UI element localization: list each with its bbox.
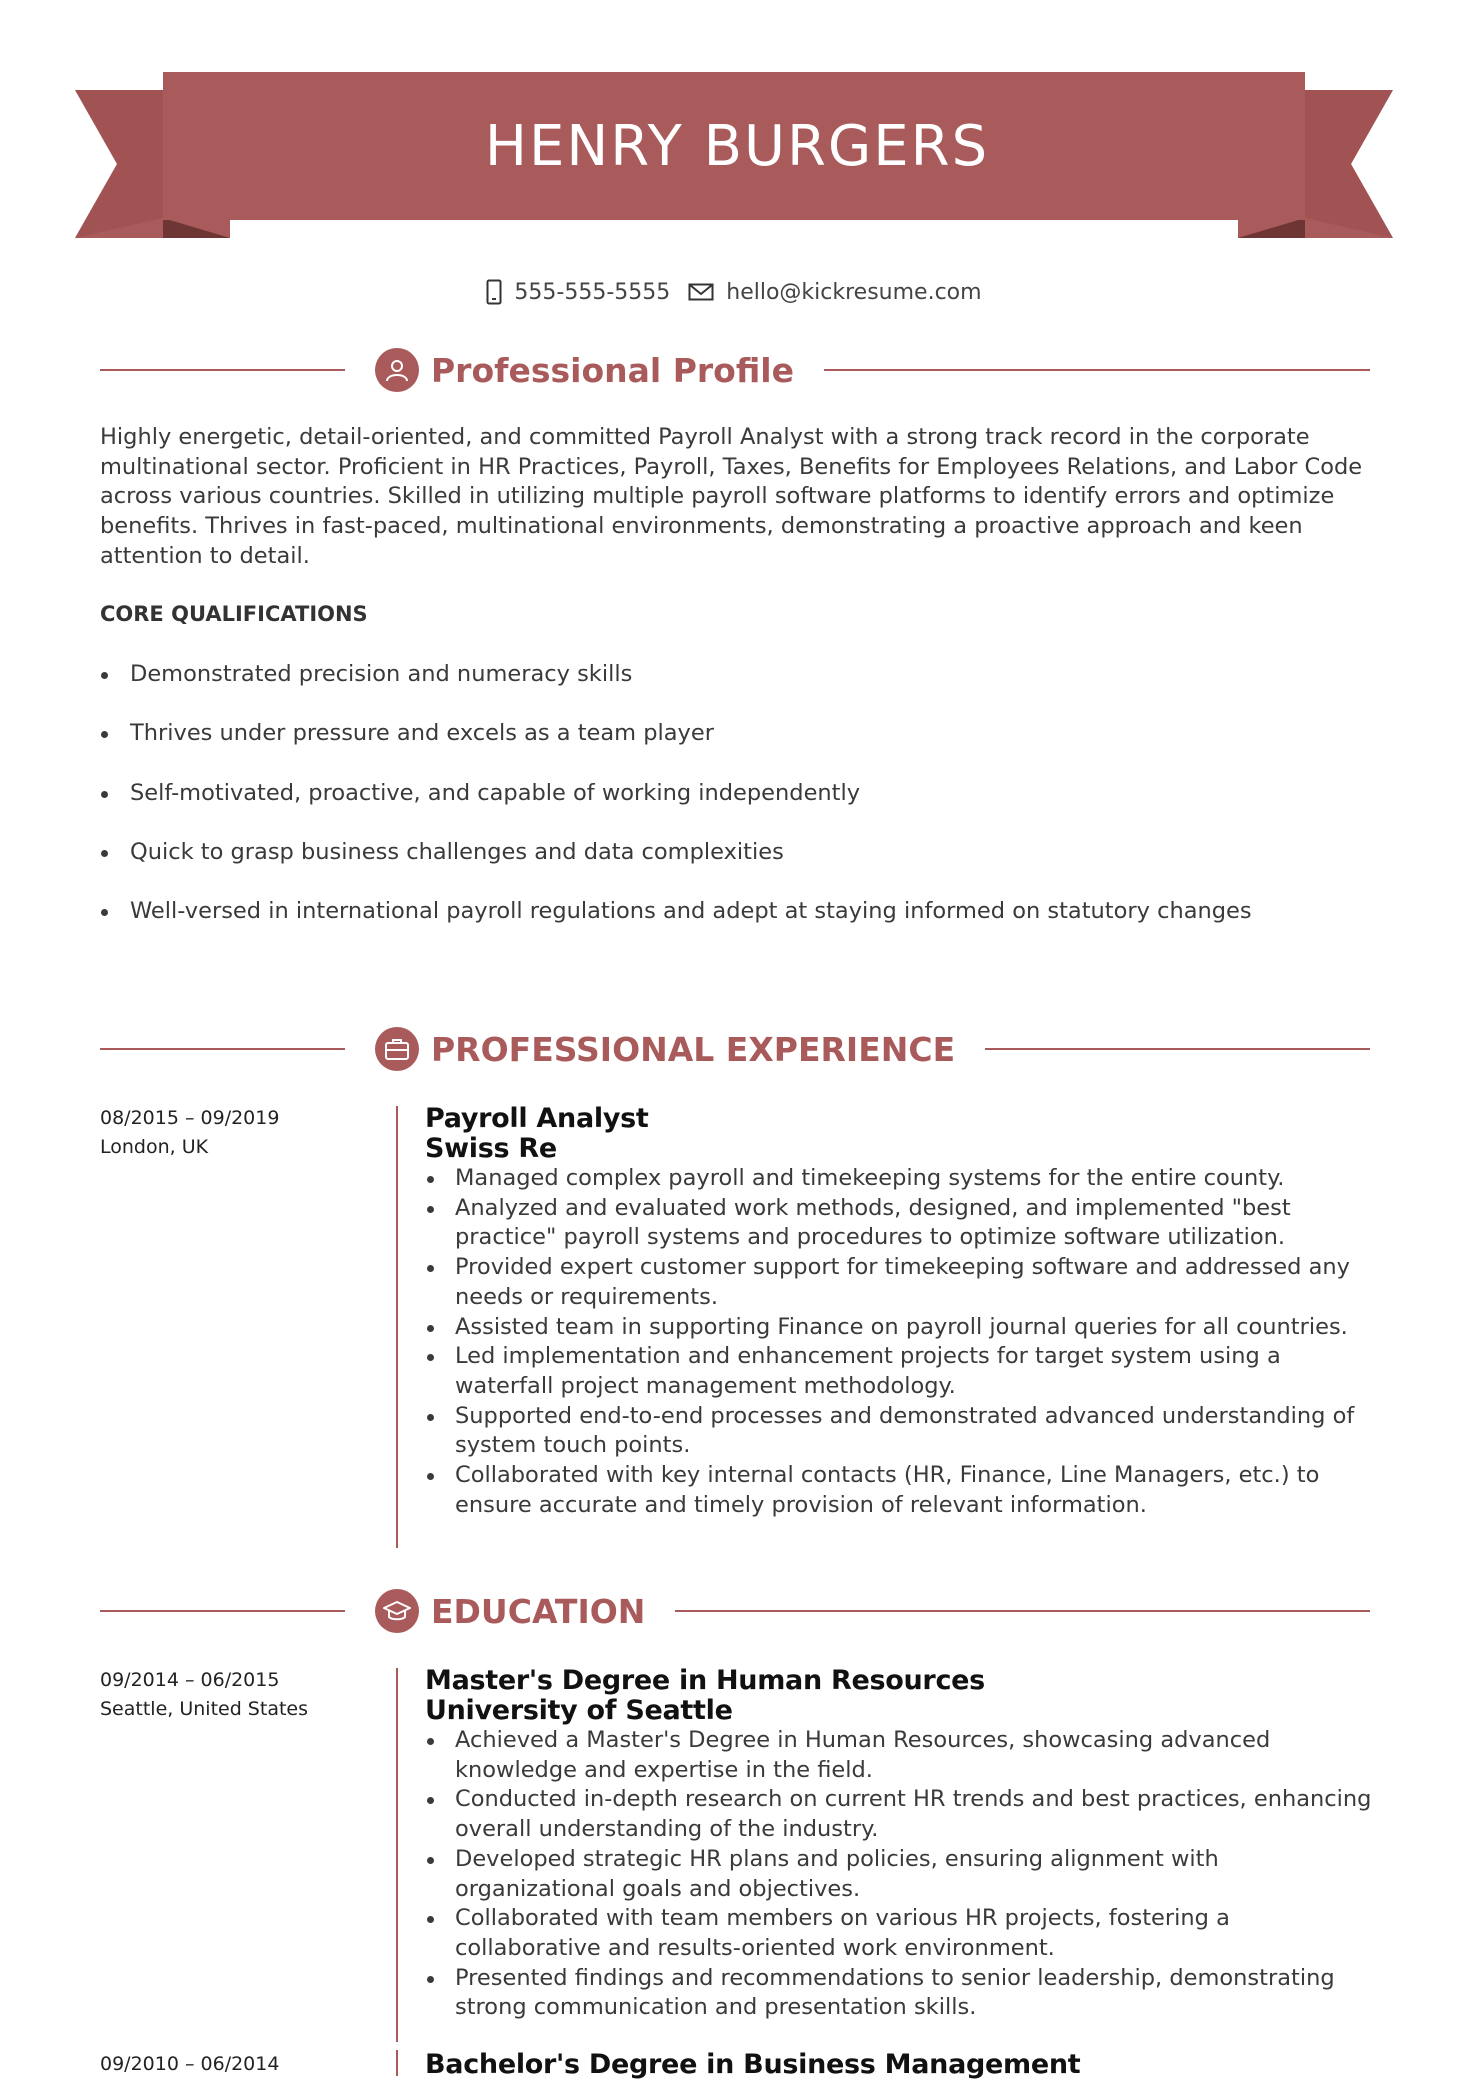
timeline-line (396, 1106, 398, 1548)
phone-icon (486, 279, 502, 305)
list-item: Supported end-to-end processes and demonstrated advanced understanding of system touch points. (425, 1402, 1375, 1461)
divider-line (100, 369, 345, 371)
degree-title: Master's Degree in Human Resources (425, 1665, 985, 1696)
list-item: Conducted in-depth research on current HR trends and best practices, enhancing overall understanding of the industry. (425, 1785, 1375, 1844)
list-item: Demonstrated precision and numeracy skills (100, 660, 1370, 719)
entry-dates: 09/2014 – 06/2015 (100, 1669, 280, 1691)
list-item: Collaborated with key internal contacts (HR, Finance, Line Managers, etc.) to ensure accurate and timely provision of relevant information. (425, 1461, 1375, 1520)
section-header-experience (100, 1024, 1370, 1074)
briefcase-icon (375, 1027, 419, 1071)
list-item: Collaborated with team members on various HR projects, fostering a collaborative and results-oriented work environment. (425, 1904, 1375, 1963)
list-item: Developed strategic HR plans and policies, ensuring alignment with organizational goals and objectives. (425, 1845, 1375, 1904)
job-title: Payroll Analyst (425, 1103, 649, 1134)
name-banner (0, 0, 1468, 250)
email-text: hello@kickresume.com (726, 279, 982, 305)
entry-bullets (425, 1164, 1375, 1520)
divider-line (100, 1048, 345, 1050)
divider-line (985, 1048, 1370, 1050)
divider-line (675, 1610, 1370, 1612)
graduation-cap-icon (375, 1589, 419, 1633)
list-item: Led implementation and enhancement projects for target system using a waterfall project management methodology. (425, 1342, 1375, 1401)
entry-body (425, 1666, 1375, 2023)
section-title: EDUCATION (431, 1591, 646, 1631)
list-item: Quick to grasp business challenges and data complexities (100, 838, 1370, 897)
timeline-line (396, 1668, 398, 2042)
list-item: Well-versed in international payroll regulations and adept at staying informed on statutory changes (100, 897, 1370, 956)
contact-phone[interactable] (486, 279, 670, 305)
qualifications-list (100, 660, 1370, 956)
entry-body (425, 1104, 1375, 1520)
list-item: Thrives under pressure and excels as a team player (100, 719, 1370, 778)
entry-location: Seattle, United States (100, 1698, 308, 1720)
list-item: Analyzed and evaluated work methods, designed, and implemented "best practice" payroll systems and procedures to optimize software utilization. (425, 1194, 1375, 1253)
section-title: PROFESSIONAL EXPERIENCE (431, 1029, 956, 1069)
qualifications-title: CORE QUALIFICATIONS (100, 602, 368, 626)
company-name: Swiss Re (425, 1133, 557, 1164)
entry-dates: 09/2010 – 06/2014 (100, 2053, 280, 2075)
section-header-profile (100, 345, 1370, 395)
entry-meta (100, 2050, 279, 2079)
list-item: Self-motivated, proactive, and capable of working independently (100, 779, 1370, 838)
person-icon (375, 348, 419, 392)
list-item: Managed complex payroll and timekeeping systems for the entire county. (425, 1164, 1375, 1194)
list-item: Presented findings and recommendations to senior leadership, demonstrating strong communication and presentation skills. (425, 1964, 1375, 2023)
list-item: Achieved a Master's Degree in Human Resources, showcasing advanced knowledge and expertise in the field. (425, 1726, 1375, 1785)
entry-dates: 08/2015 – 09/2019 (100, 1107, 280, 1129)
list-item: Provided expert customer support for timekeeping software and addressed any needs or requirements. (425, 1253, 1375, 1312)
contact-bar (0, 272, 1468, 312)
entry-bullets (425, 1726, 1375, 2023)
entry-location: London, UK (100, 1136, 209, 1158)
section-header-education (100, 1586, 1370, 1636)
divider-line (100, 1610, 345, 1612)
entry-meta (100, 1104, 279, 1162)
timeline-line (396, 2050, 398, 2076)
list-item: Assisted team in supporting Finance on payroll journal queries for all countries. (425, 1313, 1375, 1343)
school-name: University of Seattle (425, 1695, 733, 1726)
phone-text: 555-555-5555 (514, 279, 671, 305)
candidate-name: HENRY BURGERS (484, 113, 990, 179)
contact-email[interactable] (688, 280, 981, 305)
entry-meta (100, 1666, 308, 1724)
degree-title: Bachelor's Degree in Business Management (425, 2049, 1081, 2080)
section-title: Professional Profile (431, 350, 794, 390)
profile-summary: Highly energetic, detail-oriented, and committed Payroll Analyst with a strong track record in the corporate multinational sector. Proficient in HR Practices, Payroll, Taxes, Benefits for Employees Relations, and Labor Code across various countries. Skilled in utilizing multiple payroll software platforms to identify errors and optimize benefits. Thrives in fast-paced, multinational environments, demonstrating a proactive approach and keen attention to detail. (100, 424, 1363, 569)
mail-icon (688, 283, 714, 301)
divider-line (824, 369, 1370, 371)
